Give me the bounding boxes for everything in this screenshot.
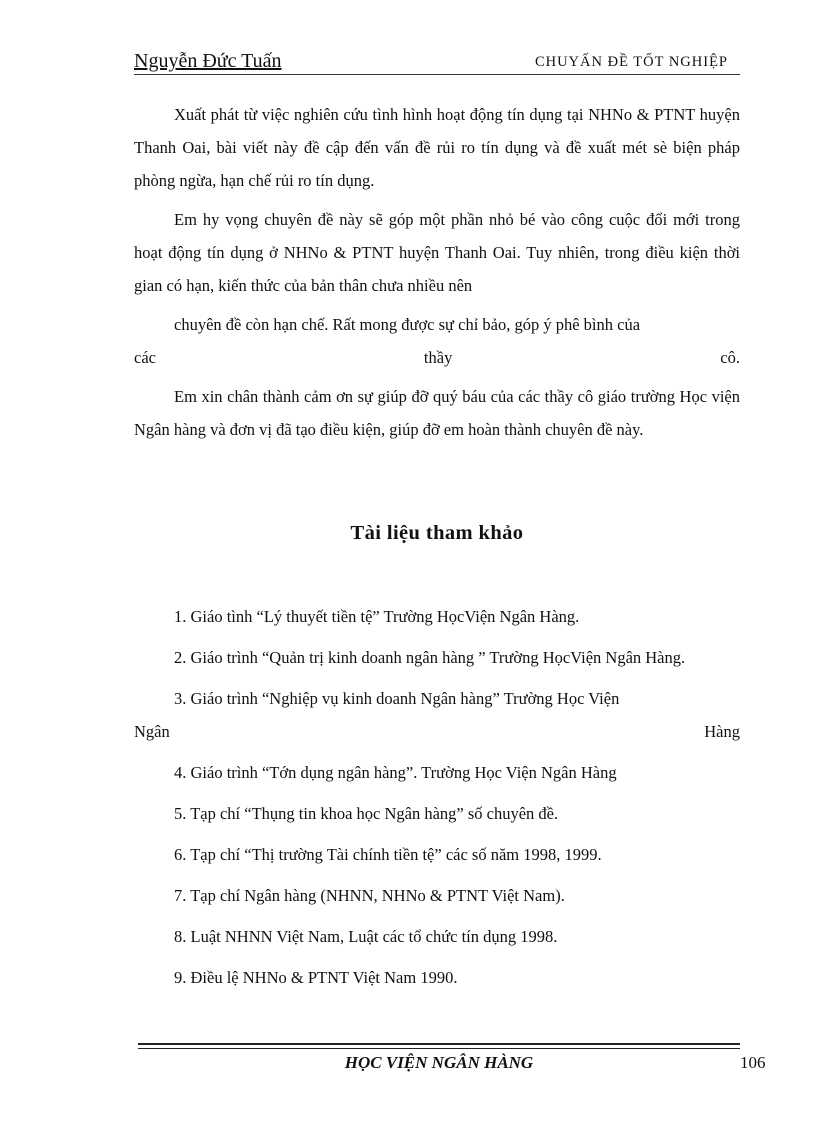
reference-item: 7. Tạp chí Ngân hàng (NHNN, NHNo & PTNT Việt Nam). [174,886,565,905]
reference-item: 4. Giáo trình “Tớn dụng ngân hàng”. Trường Học Viện Ngân Hàng [174,763,617,782]
author-name: Nguyễn Đức Tuấn [134,50,282,72]
references-list [134,600,740,994]
paragraph-hope-continued: chuyên đề còn hạn chế. Rất mong được sự chỉ bảo, góp ý phê bình của [174,315,641,334]
reference-item-spread-line [134,715,740,748]
footer-rule-thin [138,1048,740,1049]
references-title: Tài liệu tham khảo [350,522,524,544]
reference-item: 5. Tạp chí “Thụng tin khoa học Ngân hàng” số chuyên đề. [174,804,559,823]
spread-word: thầy [423,348,453,367]
spread-word: cô. [720,348,740,367]
footer-rule-thick [138,1043,740,1045]
footer-school-name: HỌC VIỆN NGÂN HÀNG [344,1053,534,1072]
reference-item: 8. Luật NHNN Việt Nam, Luật các tổ chức tín dụng 1998. [174,927,558,946]
page-number: 106 [740,1053,766,1072]
spread-word: Hàng [704,722,740,741]
reference-item: 1. Giáo tình “Lý thuyết tiền tệ” Trường HọcViện Ngân Hàng. [174,607,580,626]
paragraph-thanks: Em xin chân thành cảm ơn sự giúp đỡ quý báu của các thầy cô giáo trường Học viện Ngân hàng và đơn vị đã tạo điều kiện, giúp đỡ em hoàn thành chuyên đề này. [134,387,740,439]
reference-item: 3. Giáo trình “Nghiệp vụ kinh doanh Ngân hàng” Trường Học Viện [174,689,620,708]
paragraph-hope: Em hy vọng chuyên đề này sẽ góp một phần nhỏ bé vào công cuộc đổi mới trong hoạt động tín dụng ở NHNo & PTNT huyện Thanh Oai. Tuy nhiên, trong điều kiện thời gian có hạn, kiến thức của bản thân chưa nhiều nên [134,210,740,295]
spread-word: các [134,348,156,367]
reference-item: 9. Điều lệ NHNo & PTNT Việt Nam 1990. [174,968,458,987]
main-text [134,98,740,446]
reference-item: 6. Tạp chí “Thị trường Tài chính tiền tệ” các số năm 1998, 1999. [174,845,602,864]
document-topic: CHUYẤN ĐỀ TỐT NGHIỆP [534,54,728,70]
paragraph-intro: Xuất phát từ việc nghiên cứu tình hình hoạt động tín dụng tại NHNo & PTNT huyện Thanh Oai, bài viết này đề cập đến vấn đề rủi ro tín dụng và đề xuất mét sè biện pháp phòng ngừa, hạn chế rủi ro tín dụng. [134,105,740,190]
spread-word: Ngân [134,722,170,741]
header-rule [134,74,740,75]
spread-line [134,341,740,374]
reference-item: 2. Giáo trình “Quản trị kinh doanh ngân hàng ” Trường HọcViện Ngân Hàng. [174,648,686,667]
page-header [134,50,740,76]
